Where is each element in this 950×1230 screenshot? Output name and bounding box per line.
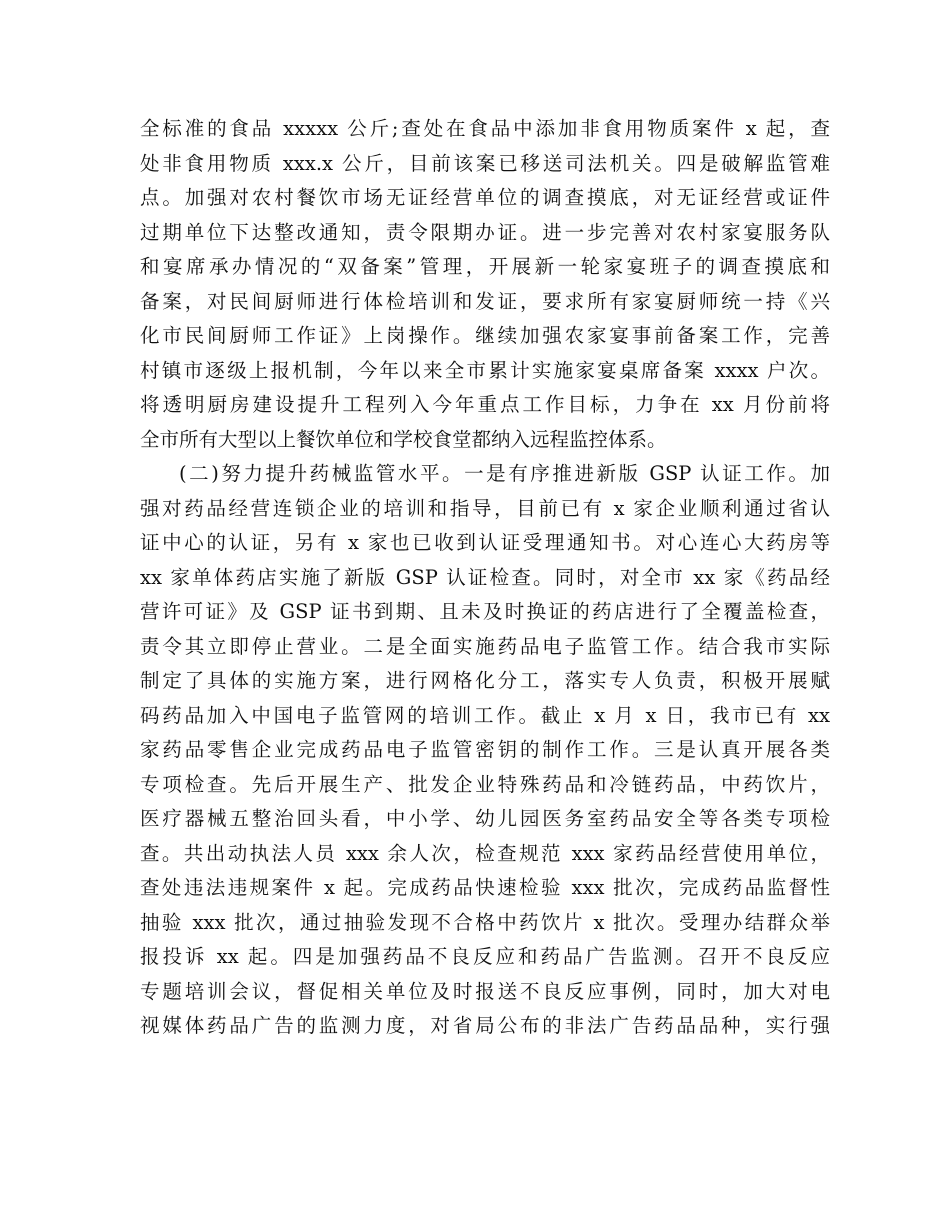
text-line: 家药品零售企业完成药品电子监管密钥的制作工作。三是认真开展各类 (140, 738, 830, 761)
text-line: 专项检查。先后开展生产、批发企业特殊药品和冷链药品，中药饮片， (140, 772, 830, 796)
text-line: 医疗器械五整治回头看，中小学、幼儿园医务室药品安全等各类专项检 (140, 807, 830, 830)
text-line: 码药品加入中国电子监管网的培训工作。截止 x 月 x 日，我市已有 xx (140, 703, 830, 727)
text-line: xx 家单体药店实施了新版 GSP 认证检查。同时，对全市 xx 家《药品经 (140, 565, 830, 589)
text-line: 视媒体药品广告的监测力度，对省局公布的非法广告药品品种，实行强 (140, 1014, 830, 1037)
body-text (140, 112, 830, 1044)
text-line: 制定了具体的实施方案，进行网格化分工，落实专人负责，积极开展赋 (140, 669, 830, 692)
text-line: 和宴席承办情况的“双备案”管理，开展新一轮家宴班子的调查摸底和 (140, 255, 830, 278)
text-line: 抽验 xxx 批次，通过抽验发现不合格中药饮片 x 批次。受理办结群众举 (140, 910, 830, 934)
paragraph-end-line: 全市所有大型以上餐饮单位和学校食堂都纳入远程监控体系。 (140, 427, 667, 451)
paragraph-first-line: (二)努力提升药械监管水平。一是有序推进新版 GSP 认证工作。加 (179, 462, 830, 485)
text-line: 查处违法违规案件 x 起。完成药品快速检验 xxx 批次，完成药品监督性 (140, 876, 830, 899)
text-line: 村镇市逐级上报机制，今年以来全市累计实施家宴桌席备案 xxxx 户次。 (140, 358, 830, 382)
text-line: 化市民间厨师工作证》上岗操作。继续加强农家宴事前备案工作，完善 (140, 324, 830, 347)
text-line: 营许可证》及 GSP 证书到期、且未及时换证的药店进行了全覆盖检查， (140, 600, 830, 623)
text-line: 证中心的认证，另有 x 家也已收到认证受理通知书。对心连心大药房等 (140, 531, 830, 554)
text-line: 查。共出动执法人员 xxx 余人次，检查规范 xxx 家药品经营使用单位， (140, 841, 830, 865)
text-line: 责令其立即停止营业。二是全面实施药品电子监管工作。结合我市实际 (140, 634, 830, 658)
text-line: 强对药品经营连锁企业的培训和指导，目前已有 x 家企业顺利通过省认 (140, 496, 830, 520)
text-line: 点。加强对农村餐饮市场无证经营单位的调查摸底，对无证经营或证件 (140, 186, 830, 209)
text-line: 专题培训会议，督促相关单位及时报送不良反应事例，同时，加大对电 (140, 979, 830, 1003)
text-line: 将透明厨房建设提升工程列入今年重点工作目标，力争在 xx 月份前将 (140, 393, 830, 416)
text-line: 备案，对民间厨师进行体检培训和发证，要求所有家宴厨师统一持《兴 (140, 289, 830, 313)
text-line: 报投诉 xx 起。四是加强药品不良反应和药品广告监测。召开不良反应 (140, 945, 830, 968)
text-line: 过期单位下达整改通知，责令限期办证。进一步完善对农村家宴服务队 (140, 220, 830, 244)
text-line: 全标准的食品 xxxxx 公斤;查处在食品中添加非食用物质案件 x 起，查 (140, 117, 830, 140)
text-line: 处非食用物质 xxx.x 公斤，目前该案已移送司法机关。四是破解监管难 (140, 151, 830, 175)
